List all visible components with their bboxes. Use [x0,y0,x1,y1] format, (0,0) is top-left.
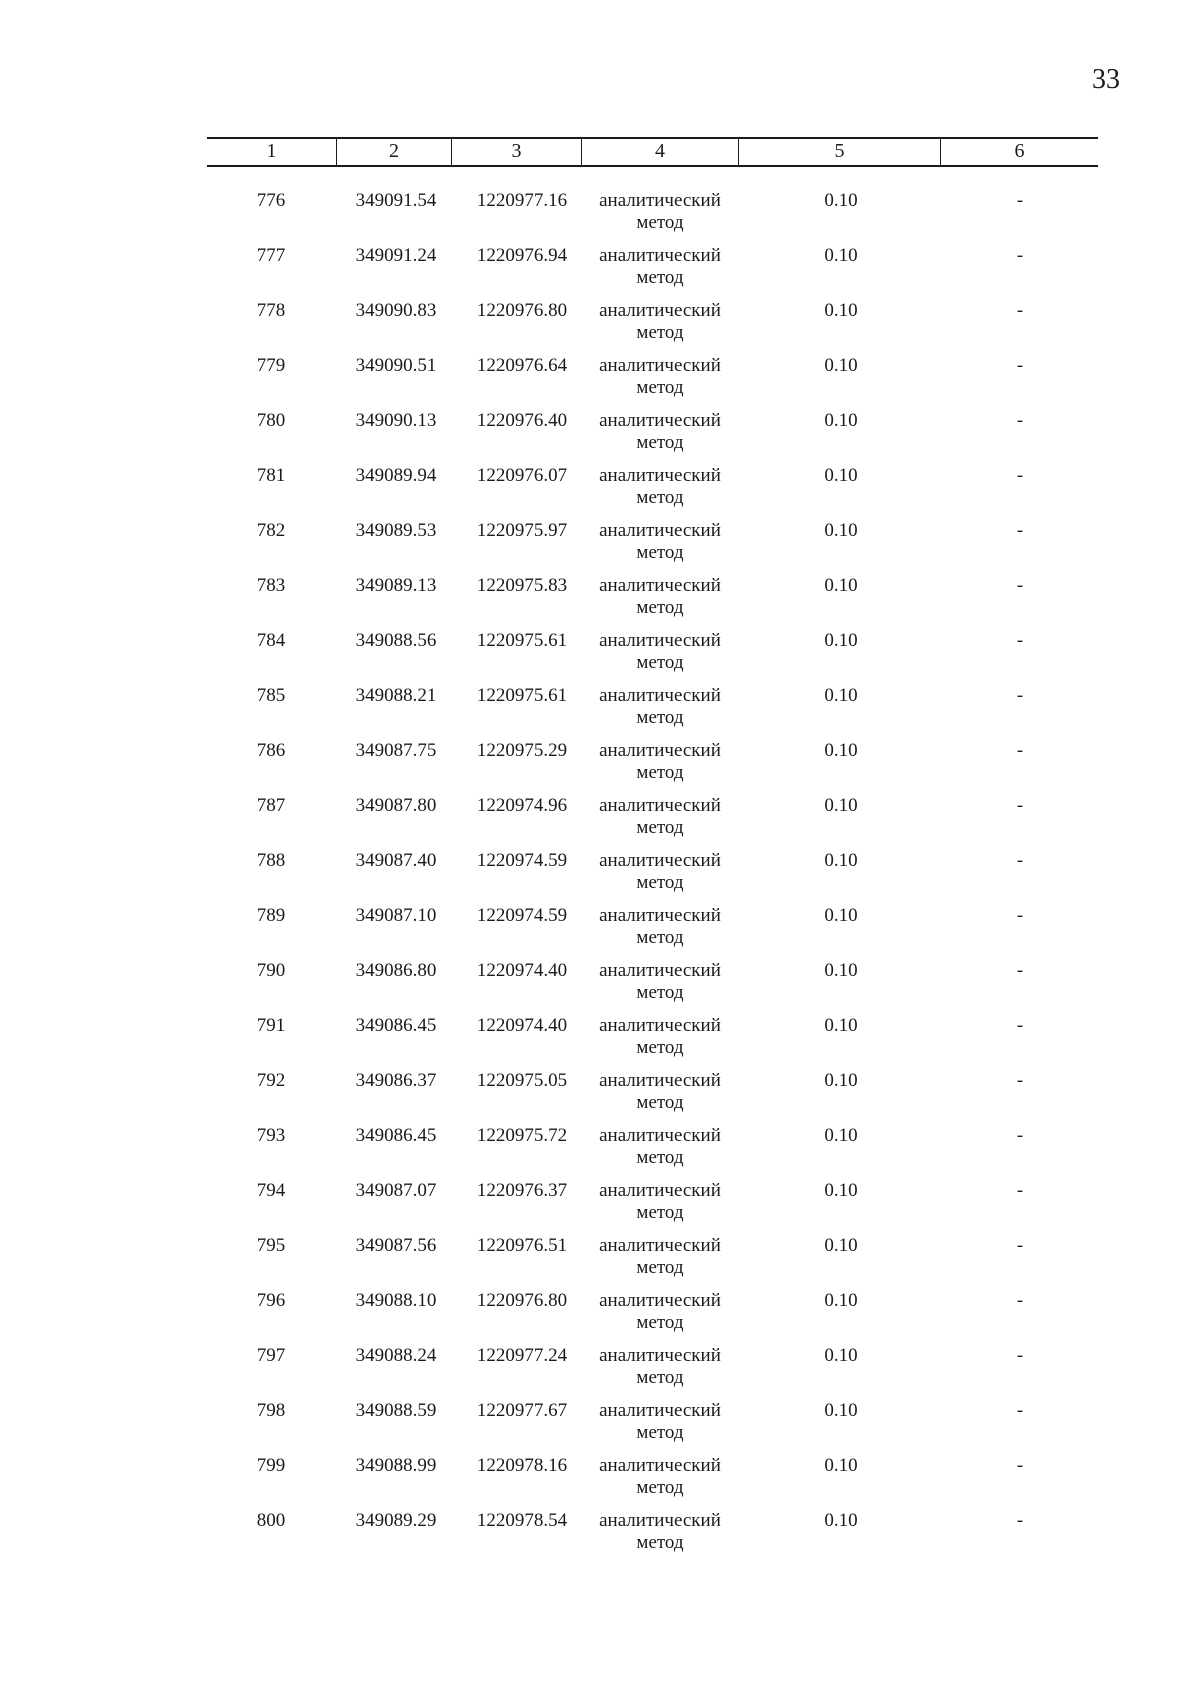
coord-y: 1220977.24 [476,1345,568,1366]
table-row [0,1180,1200,1235]
method: аналитический метод [599,630,721,673]
method: аналитический метод [599,1455,721,1498]
coord-y: 1220976.94 [476,245,568,266]
error-value: 0.10 [824,520,858,541]
coord-y: 1220975.83 [476,575,568,596]
coord-y: 1220976.40 [476,410,568,431]
table-row [0,960,1200,1015]
table-row [0,245,1200,300]
error-value: 0.10 [824,1070,858,1091]
table-row [0,465,1200,520]
note: - [1016,300,1024,321]
table-row [0,850,1200,905]
coord-y: 1220976.37 [476,1180,568,1201]
method: аналитический метод [599,1290,721,1333]
coord-x: 349087.80 [355,795,437,816]
coord-y: 1220975.61 [476,630,568,651]
header-col-3: 3 [452,139,582,165]
note: - [1016,410,1024,431]
table-row [0,1345,1200,1400]
point-number: 794 [256,1180,286,1201]
note: - [1016,1015,1024,1036]
method: аналитический метод [599,1070,721,1113]
coord-y: 1220977.16 [476,190,568,211]
coord-x: 349090.51 [355,355,437,376]
coord-y: 1220976.07 [476,465,568,486]
method: аналитический метод [599,1400,721,1443]
point-number: 791 [256,1015,286,1036]
table-row [0,300,1200,355]
coord-x: 349088.24 [355,1345,437,1366]
coord-x: 349091.24 [355,245,437,266]
error-value: 0.10 [824,850,858,871]
error-value: 0.10 [824,685,858,706]
table-row [0,410,1200,465]
point-number: 782 [256,520,286,541]
table-row [0,1235,1200,1290]
point-number: 780 [256,410,286,431]
error-value: 0.10 [824,245,858,266]
method: аналитический метод [599,575,721,618]
point-number: 784 [256,630,286,651]
coord-y: 1220975.72 [476,1125,568,1146]
coord-x: 349089.94 [355,465,437,486]
coord-y: 1220976.64 [476,355,568,376]
coord-x: 349089.13 [355,575,437,596]
note: - [1016,905,1024,926]
coord-y: 1220974.96 [476,795,568,816]
note: - [1016,1455,1024,1476]
table-row [0,1070,1200,1125]
method: аналитический метод [599,300,721,343]
point-number: 797 [256,1345,286,1366]
table-row [0,1400,1200,1455]
method: аналитический метод [599,355,721,398]
coord-x: 349091.54 [355,190,437,211]
point-number: 796 [256,1290,286,1311]
coord-y: 1220975.61 [476,685,568,706]
error-value: 0.10 [824,1510,858,1531]
note: - [1016,520,1024,541]
coord-x: 349088.10 [355,1290,437,1311]
error-value: 0.10 [824,1345,858,1366]
coord-x: 349086.37 [355,1070,437,1091]
note: - [1016,960,1024,981]
note: - [1016,685,1024,706]
table-row [0,575,1200,630]
method: аналитический метод [599,1125,721,1168]
coord-x: 349088.59 [355,1400,437,1421]
coord-x: 349086.80 [355,960,437,981]
coord-y: 1220974.40 [476,960,568,981]
point-number: 778 [256,300,286,321]
error-value: 0.10 [824,1455,858,1476]
error-value: 0.10 [824,740,858,761]
coord-y: 1220976.51 [476,1235,568,1256]
table-row [0,1510,1200,1565]
header-col-4: 4 [582,139,739,165]
table-row [0,1125,1200,1180]
table-row [0,520,1200,575]
note: - [1016,190,1024,211]
error-value: 0.10 [824,575,858,596]
header-col-2: 2 [337,139,452,165]
method: аналитический метод [599,1015,721,1058]
table-row [0,1455,1200,1510]
note: - [1016,1180,1024,1201]
coord-y: 1220974.40 [476,1015,568,1036]
method: аналитический метод [599,465,721,508]
note: - [1016,850,1024,871]
error-value: 0.10 [824,355,858,376]
point-number: 781 [256,465,286,486]
table-row [0,685,1200,740]
note: - [1016,1070,1024,1091]
coord-x: 349087.07 [355,1180,437,1201]
coord-y: 1220978.16 [476,1455,568,1476]
error-value: 0.10 [824,1235,858,1256]
point-number: 793 [256,1125,286,1146]
coord-x: 349088.56 [355,630,437,651]
coord-y: 1220977.67 [476,1400,568,1421]
coord-y: 1220975.05 [476,1070,568,1091]
point-number: 788 [256,850,286,871]
coord-x: 349086.45 [355,1125,437,1146]
point-number: 795 [256,1235,286,1256]
coord-x: 349088.99 [355,1455,437,1476]
error-value: 0.10 [824,190,858,211]
error-value: 0.10 [824,300,858,321]
coord-x: 349088.21 [355,685,437,706]
coord-x: 349087.40 [355,850,437,871]
point-number: 799 [256,1455,286,1476]
coord-x: 349089.53 [355,520,437,541]
point-number: 779 [256,355,286,376]
header-col-1: 1 [207,139,337,165]
point-number: 785 [256,685,286,706]
coord-y: 1220974.59 [476,905,568,926]
error-value: 0.10 [824,410,858,431]
error-value: 0.10 [824,1125,858,1146]
method: аналитический метод [599,190,721,233]
table-row [0,795,1200,850]
point-number: 783 [256,575,286,596]
coord-y: 1220975.97 [476,520,568,541]
coord-x: 349086.45 [355,1015,437,1036]
table-header [207,137,1098,167]
note: - [1016,1290,1024,1311]
error-value: 0.10 [824,630,858,651]
page-number: 33 [1092,64,1120,95]
method: аналитический метод [599,1180,721,1223]
coord-x: 349090.83 [355,300,437,321]
note: - [1016,1125,1024,1146]
point-number: 798 [256,1400,286,1421]
note: - [1016,740,1024,761]
coord-x: 349087.56 [355,1235,437,1256]
error-value: 0.10 [824,1015,858,1036]
header-col-5: 5 [739,139,941,165]
coord-x: 349090.13 [355,410,437,431]
note: - [1016,245,1024,266]
table-row [0,905,1200,960]
point-number: 789 [256,905,286,926]
coord-y: 1220976.80 [476,300,568,321]
table-row [0,355,1200,410]
point-number: 787 [256,795,286,816]
note: - [1016,1400,1024,1421]
method: аналитический метод [599,960,721,1003]
method: аналитический метод [599,1510,721,1553]
error-value: 0.10 [824,1180,858,1201]
point-number: 790 [256,960,286,981]
method: аналитический метод [599,850,721,893]
note: - [1016,355,1024,376]
table-body [0,190,1200,1565]
table-row [0,190,1200,245]
error-value: 0.10 [824,1290,858,1311]
error-value: 0.10 [824,905,858,926]
note: - [1016,795,1024,816]
coord-y: 1220974.59 [476,850,568,871]
point-number: 786 [256,740,286,761]
header-col-6: 6 [1014,140,1025,162]
coord-x: 349089.29 [355,1510,437,1531]
error-value: 0.10 [824,1400,858,1421]
error-value: 0.10 [824,795,858,816]
coord-x: 349087.75 [355,740,437,761]
method: аналитический метод [599,685,721,728]
method: аналитический метод [599,245,721,288]
coord-y: 1220975.29 [476,740,568,761]
point-number: 777 [256,245,286,266]
method: аналитический метод [599,740,721,783]
point-number: 800 [256,1510,286,1531]
point-number: 776 [256,190,286,211]
coord-x: 349087.10 [355,905,437,926]
table-row [0,630,1200,685]
method: аналитический метод [599,905,721,948]
note: - [1016,575,1024,596]
method: аналитический метод [599,1235,721,1278]
coord-y: 1220978.54 [476,1510,568,1531]
table-row [0,1290,1200,1345]
table-row [0,1015,1200,1070]
table-row [0,740,1200,795]
coord-y: 1220976.80 [476,1290,568,1311]
error-value: 0.10 [824,465,858,486]
error-value: 0.10 [824,960,858,981]
note: - [1016,1510,1024,1531]
note: - [1016,1345,1024,1366]
note: - [1016,630,1024,651]
note: - [1016,1235,1024,1256]
note: - [1016,465,1024,486]
method: аналитический метод [599,1345,721,1388]
method: аналитический метод [599,795,721,838]
method: аналитический метод [599,410,721,453]
method: аналитический метод [599,520,721,563]
point-number: 792 [256,1070,286,1091]
